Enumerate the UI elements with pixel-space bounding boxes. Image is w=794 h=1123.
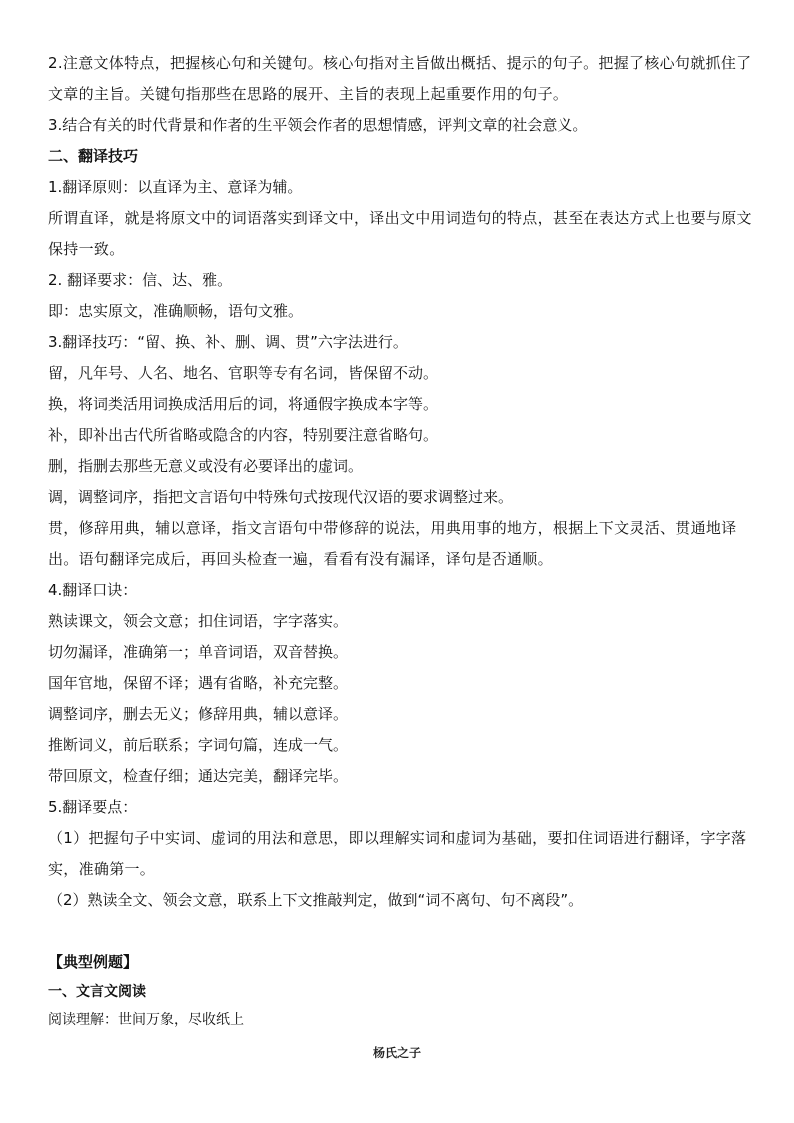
classical-reading-heading: 一、文言文阅读 [48, 984, 146, 1000]
examples-heading: 【典型例题】 [48, 953, 139, 971]
blank-line [48, 916, 760, 947]
document-body [48, 48, 760, 1034]
mnemonic-line-3: 国年官地，保留不译；遇有省略，补充完整。 [48, 674, 349, 692]
mnemonic-line-4: 调整词序，删去无义；修辞用典，辅以意译。 [48, 705, 349, 723]
translation-requirement: 2. 翻译要求：信、达、雅。 [48, 271, 233, 289]
mnemonic-line-1: 熟读课文，领会文意；扣住词语，字字落实。 [48, 612, 349, 630]
technique-diao: 调，调整词序，指把文言语句中特殊句式按现代汉语的要求调整过来。 [48, 488, 514, 506]
technique-bu: 补，即补出古代所省略或隐含的内容，特别要注意省略句。 [48, 426, 439, 444]
reading-comprehension-title: 阅读理解：世间万象，尽收纸上 [48, 1012, 244, 1028]
translation-techniques: 3.翻译技巧：“留、换、补、删、调、贯”六字法进行。 [48, 333, 408, 351]
key-point-2: （2）熟读全文、领会文意，联系上下文推敲判定，做到“词不离句、句不离段”。 [48, 891, 584, 909]
paragraph-background: 3.结合有关的时代背景和作者的生平领会作者的思想情感，评判文章的社会意义。 [48, 116, 588, 134]
key-point-1: （1）把握句子中实词、虚词的用法和意思，即以理解实词和虚词为基础，要扣住词语进行翻译，字字落实，准确第一。 [48, 829, 747, 878]
technique-guan: 贯，修辞用典，辅以意译，指文言语句中带修辞的说法，用典用事的地方，根据上下文灵活、贯通地译出。语句翻译完成后，再回头检查一遍，看看有没有漏译，译句是否通顺。 [48, 519, 737, 568]
mnemonic-line-6: 带回原文，检查仔细；通达完美，翻译完毕。 [48, 767, 349, 785]
translation-principle: 1.翻译原则：以直译为主、意译为辅。 [48, 178, 303, 196]
footer-title: 杨氏之子 [372, 1046, 421, 1060]
translation-principle-desc: 所谓直译，就是将原文中的词语落实到译文中，译出文中用词造句的特点，甚至在表达方式上也要与原文保持一致。 [48, 209, 752, 258]
translation-requirement-desc: 即：忠实原文，准确顺畅，语句文雅。 [48, 302, 304, 320]
section-heading-translation: 二、翻译技巧 [48, 147, 139, 165]
technique-liu: 留，凡年号、人名、地名、官职等专有名词，皆保留不动。 [48, 364, 439, 382]
technique-huan: 换，将词类活用词换成活用后的词，将通假字换成本字等。 [48, 395, 439, 413]
translation-key-points-heading: 5.翻译要点： [48, 798, 138, 816]
mnemonic-line-2: 切勿漏译，准确第一；单音词语，双音替换。 [48, 643, 349, 661]
mnemonic-line-5: 推断词义，前后联系；字词句篇，连成一气。 [48, 736, 349, 754]
technique-shan: 删，指删去那些无意义或没有必要译出的虚词。 [48, 457, 364, 475]
translation-mnemonic-heading: 4.翻译口诀： [48, 581, 138, 599]
paragraph-key-sentences: 2.注意文体特点，把握核心句和关键句。核心句指对主旨做出概括、提示的句子。把握了核心句就抓住了文章的主旨。关键句指那些在思路的展开、主旨的表现上起重要作用的句子。 [48, 54, 752, 103]
